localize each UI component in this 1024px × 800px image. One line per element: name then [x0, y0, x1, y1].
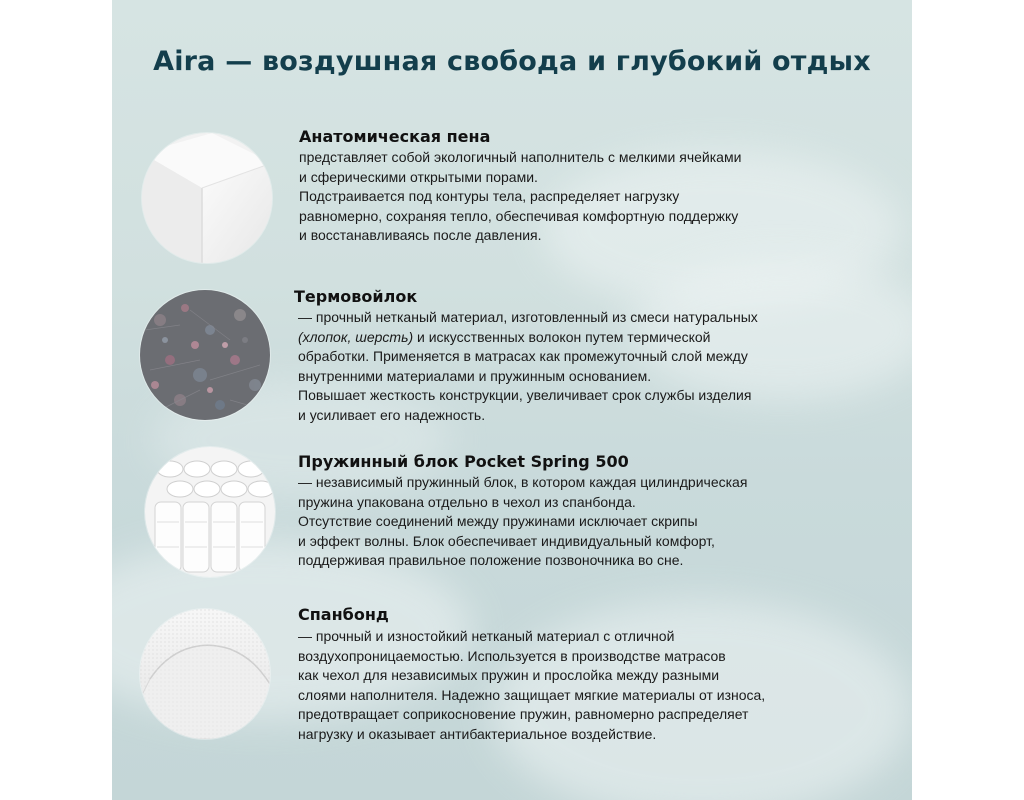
spunbond-icon — [140, 609, 270, 739]
felt-icon — [140, 290, 270, 420]
item-heading: Пружинный блок Pocket Spring 500 — [298, 452, 629, 471]
page-title: Aira — воздушная свобода и глубокий отдых — [153, 46, 871, 77]
foam-icon — [142, 133, 272, 263]
spring-block-icon — [145, 447, 275, 577]
item-description: — прочный нетканый материал, изготовленный из смеси натуральных (хлопок, шерсть) и искусственных волокон путем термической обработки. Применяется в матрасах как промежуточный слой между внутренними материалами и пружинным основанием. Повышает жесткость конструкции, увеличивает срок службы изделия и усиливает его надежность. — [298, 309, 758, 423]
item-description: — независимый пружинный блок, в котором каждая цилиндрическая пружина упакована отдельно в чехол из спанбонда. Отсутствие соединений между пружинами исключает скрипы и эффект волны. Блок обеспечивает индивидуальный комфорт, поддерживая правильное положение позвоночника во сне. — [298, 474, 748, 568]
content-panel — [112, 0, 912, 800]
item-heading: Спанбонд — [298, 605, 389, 624]
item-description: — прочный и изностойкий нетканый материал с отличной воздухопроницаемостью. Используется в производстве матрасов как чехол для независимых пружин и прослойка между разными слоями наполнителя. Надежно защищает мягкие материалы от износа, предотвращает соприкосновение пружин, равномерно распределяет нагрузку и оказывает антибактериальное воздействие. — [298, 628, 766, 742]
item-description: представляет собой экологичный наполнитель с мелкими ячейками и сферическими открытыми порами. Подстраивается под контуры тела, распределяет нагрузку равномерно, сохраняя тепло, обеспечивая комфортную поддержку и восстанавливаясь после давления. — [299, 149, 742, 243]
item-heading: Анатомическая пена — [299, 127, 491, 146]
item-heading: Термовойлок — [294, 287, 418, 306]
